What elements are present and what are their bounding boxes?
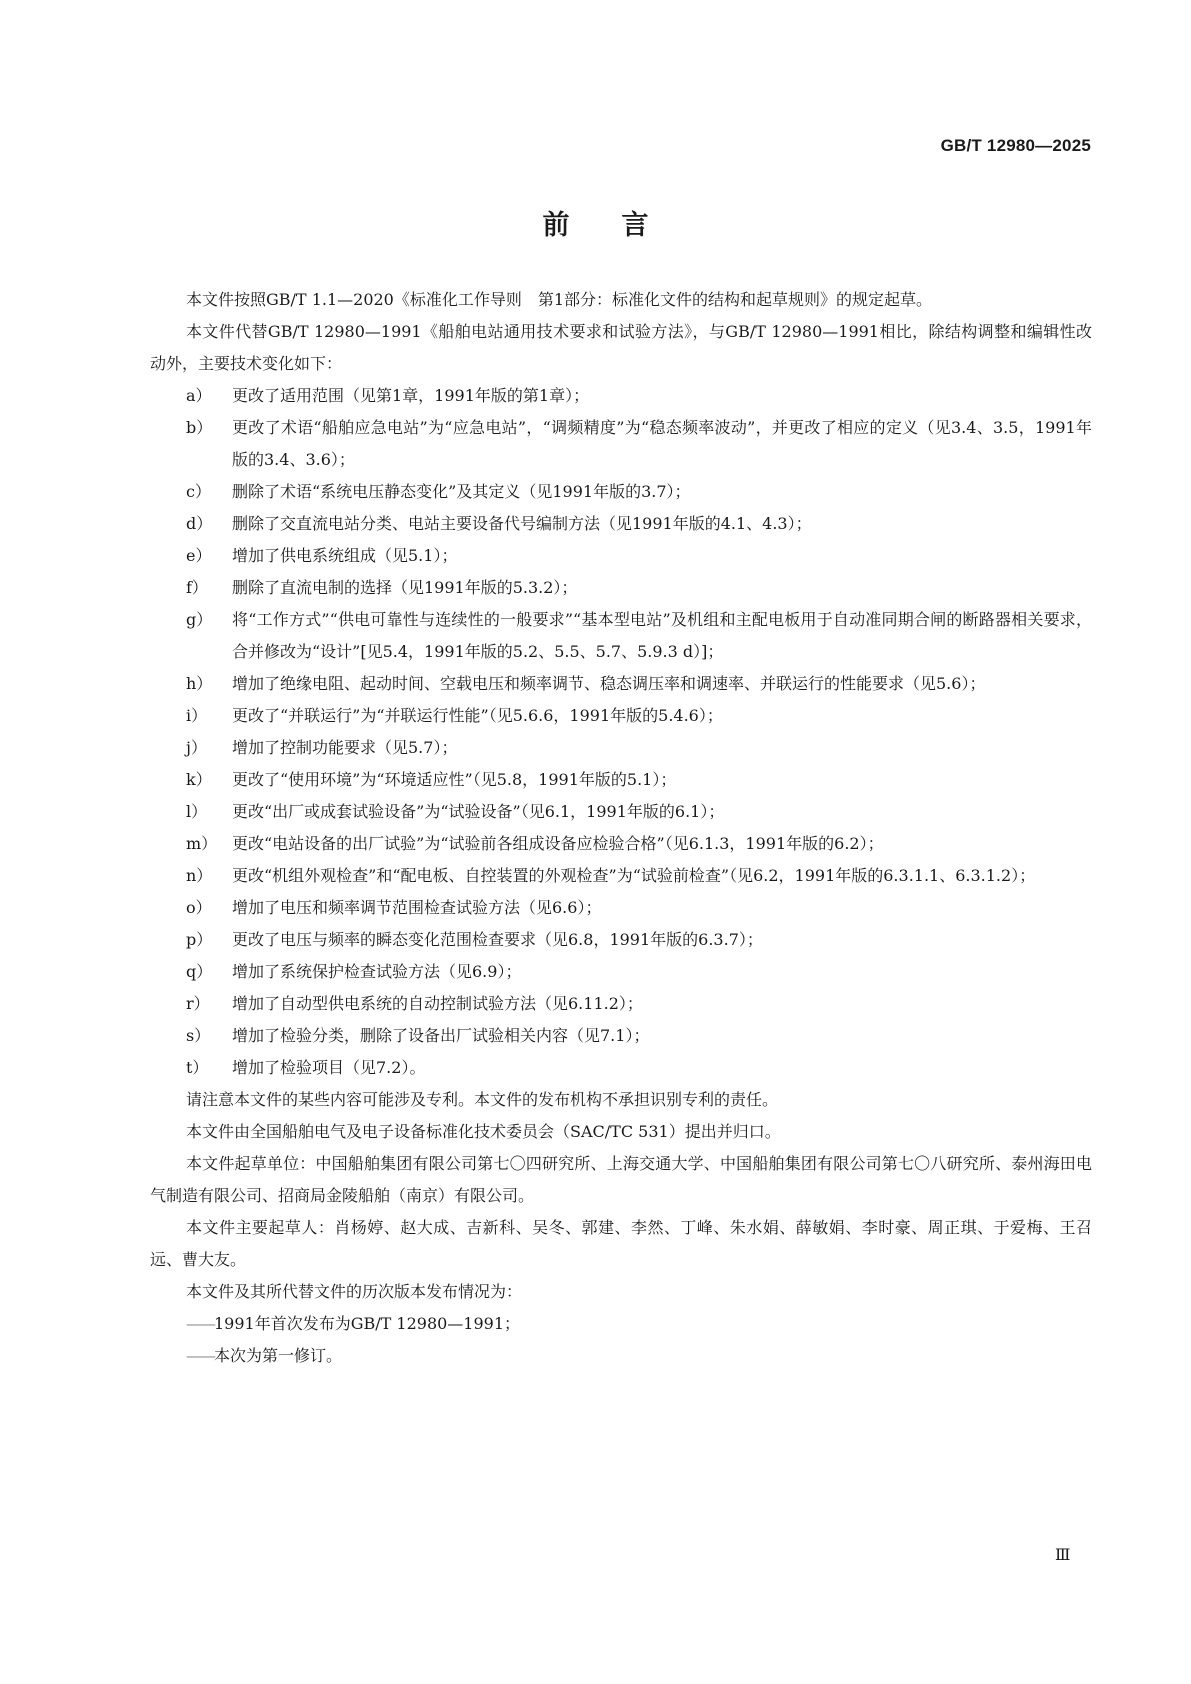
list-item	[150, 892, 1092, 924]
document-body	[150, 284, 1092, 1372]
drafters-paragraph: 本文件主要起草人：肖杨婷、赵大成、吉新科、吴冬、郭建、李然、丁峰、朱水娟、薛敏娟、李时豪、周正琪、于爱梅、王召远、曹大友。	[150, 1218, 1092, 1269]
intro-paragraph: 本文件按照GB/T 1.1—2020《标准化工作导则 第1部分：标准化文件的结构和起草规则》的规定起草。	[186, 290, 933, 309]
item-text: 更改了适用范围（见第1章，1991年版的第1章）；	[232, 386, 590, 405]
item-text: 增加了自动型供电系统的自动控制试验方法（见6.11.2）；	[232, 994, 643, 1013]
list-item	[150, 572, 1092, 604]
item-text: 更改了“并联运行”为“并联运行性能”（见5.6.6，1991年版的5.4.6）；	[232, 706, 723, 725]
item-text: 增加了检验项目（见7.2）。	[232, 1058, 426, 1077]
item-text: 删除了直流电制的选择（见1991年版的5.3.2）；	[232, 578, 578, 597]
item-text: 更改“出厂或成套试验设备”为“试验设备”（见6.1，1991年版的6.1）；	[232, 802, 725, 821]
list-item	[150, 540, 1092, 572]
list-item	[150, 924, 1092, 956]
item-text: 更改了术语“船舶应急电站”为“应急电站”，“调频精度”为“稳态频率波动”，并更改了相应的定义（见3.4、3.5，1991年版的3.4、3.6）；	[232, 418, 1092, 469]
list-item	[150, 956, 1092, 988]
intro-paragraph: 本文件代替GB/T 12980—1991《船舶电站通用技术要求和试验方法》，与GB/T 12980—1991相比，除结构调整和编辑性改动外，主要技术变化如下：	[150, 322, 1092, 373]
list-item	[150, 1020, 1092, 1052]
list-item	[150, 860, 1092, 892]
dash-marker: ——	[186, 1314, 214, 1333]
item-text: 将“工作方式”“供电可靠性与连续性的一般要求”“基本型电站”及机组和主配电板用于自动准同期合闸的断路器相关要求，合并修改为“设计”[见5.4，1991年版的5.2、5.5、5.7、5.9.3 d）]；	[232, 610, 1092, 661]
item-label: j）	[186, 738, 207, 757]
list-item	[150, 412, 1092, 476]
item-text: 增加了电压和频率调节范围检查试验方法（见6.6）；	[232, 898, 602, 917]
history-item	[150, 1308, 1092, 1340]
item-label: h）	[186, 674, 213, 693]
item-text: 增加了检验分类，删除了设备出厂试验相关内容（见7.1）；	[232, 1026, 650, 1045]
item-text: 删除了术语“系统电压静态变化”及其定义（见1991年版的3.7）；	[232, 482, 691, 501]
item-text: 更改了电压与频率的瞬态变化范围检查要求（见6.8，1991年版的6.3.7）；	[232, 930, 763, 949]
item-label: f）	[186, 578, 208, 597]
item-text: 更改“机组外观检查”和“配电板、自控装置的外观检查”为“试验前检查”（见6.2，1991年版的6.3.1.1、6.3.1.2）；	[232, 866, 1036, 885]
standard-code: GB/T 12980—2025	[940, 136, 1091, 155]
list-item	[150, 732, 1092, 764]
item-text: 更改“电站设备的出厂试验”为“试验前各组成设备应检验合格”（见6.1.3，1991年版的6.2）；	[232, 834, 884, 853]
history-text: 本次为第一修订。	[214, 1346, 343, 1365]
item-label: a）	[186, 386, 212, 405]
history-text: 1991年首次发布为GB/T 12980—1991；	[214, 1314, 521, 1333]
list-item	[150, 988, 1092, 1020]
list-item	[150, 700, 1092, 732]
item-label: s）	[186, 1026, 211, 1045]
list-item	[150, 604, 1092, 668]
proposer-paragraph: 本文件由全国船舶电气及电子设备标准化技术委员会（SAC/TC 531）提出并归口。	[186, 1122, 781, 1141]
changes-list	[150, 380, 1092, 1084]
list-item	[150, 764, 1092, 796]
item-text: 增加了供电系统组成（见5.1）；	[232, 546, 458, 565]
item-label: g）	[186, 610, 213, 629]
item-label: b）	[186, 418, 213, 437]
list-item	[150, 508, 1092, 540]
item-text: 增加了系统保护检查试验方法（见6.9）；	[232, 962, 522, 981]
list-item	[150, 476, 1092, 508]
item-label: t）	[186, 1058, 209, 1077]
patent-notice: 请注意本文件的某些内容可能涉及专利。本文件的发布机构不承担识别专利的责任。	[186, 1090, 779, 1109]
item-label: k）	[186, 770, 212, 789]
history-item	[150, 1340, 1092, 1372]
list-item	[150, 796, 1092, 828]
item-text: 增加了控制功能要求（见5.7）；	[232, 738, 458, 757]
list-item	[150, 380, 1092, 412]
item-label: p）	[186, 930, 213, 949]
item-text: 删除了交直流电站分类、电站主要设备代号编制方法（见1991年版的4.1、4.3）；	[232, 514, 812, 533]
item-label: c）	[186, 482, 211, 501]
drafting-units-paragraph: 本文件起草单位：中国船舶集团有限公司第七〇四研究所、上海交通大学、中国船舶集团有限公司第七〇八研究所、泰州海田电气制造有限公司、招商局金陵船舶（南京）有限公司。	[150, 1154, 1092, 1205]
item-label: q）	[186, 962, 213, 981]
list-item	[150, 828, 1092, 860]
item-label: l）	[186, 802, 208, 821]
item-text: 增加了绝缘电阻、起动时间、空载电压和频率调节、稳态调压率和调速率、并联运行的性能要求（见5.6）；	[232, 674, 986, 693]
list-item	[150, 1052, 1092, 1084]
history-intro-paragraph: 本文件及其所代替文件的历次版本发布情况为：	[186, 1282, 523, 1301]
item-label: n）	[186, 866, 213, 885]
dash-marker: ——	[186, 1346, 214, 1365]
item-label: i）	[186, 706, 208, 725]
item-label: m）	[186, 834, 218, 853]
item-text: 更改了“使用环境”为“环境适应性”（见5.8，1991年版的5.1）；	[232, 770, 677, 789]
page-number: Ⅲ	[1055, 1545, 1071, 1564]
item-label: r）	[186, 994, 210, 1013]
item-label: o）	[186, 898, 212, 917]
list-item	[150, 668, 1092, 700]
page-title: 前言	[542, 210, 701, 241]
item-label: d）	[186, 514, 213, 533]
item-label: e）	[186, 546, 212, 565]
